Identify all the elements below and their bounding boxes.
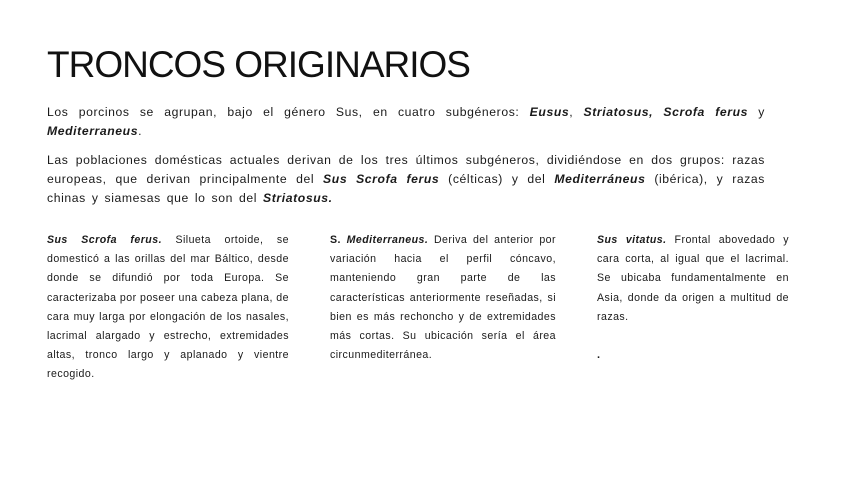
term-striatosus-2: Striatosus. xyxy=(263,191,333,205)
term-sus-scrofa-ferus: Sus Scrofa ferus xyxy=(323,172,440,186)
p1-text-2: , xyxy=(569,105,584,119)
p1-text-3 xyxy=(653,105,663,119)
column-text: Frontal abovedado y cara corta, al igual que el lacrimal. Se ubicaba fundamentalmente en Asia, donde da origen a multitud de razas. xyxy=(597,234,789,323)
p2-text-3: (ibérica), y razas chinas y siamesas que lo son del xyxy=(47,172,765,205)
term-mediterraneus: Mediterraneus xyxy=(47,124,139,138)
column-text: Deriva del anterior por variación hacia el perfil cóncavo, manteniendo gran parte de las características anteriormente reseñadas, si bien es más rechoncho y de extremidades más cortas. Su ubicación sería el área circunmediterránea. xyxy=(330,234,556,362)
trailing-dot: . xyxy=(597,349,601,361)
slide-title: TRONCOS ORIGINARIOS xyxy=(47,44,470,85)
p1-text-1: Los porcinos se agrupan, bajo el género Sus, en cuatro subgéneros: xyxy=(47,105,530,119)
column-heading-prefix: S. xyxy=(330,234,347,246)
intro-paragraph-subgenera xyxy=(47,103,765,141)
p2-text-1: Las poblaciones domésticas actuales derivan de los tres últimos subgéneros, dividiéndose en dos grupos: razas europeas, que derivan principalmente del xyxy=(47,153,765,186)
term-mediterraneus-2: Mediterráneus xyxy=(554,172,646,186)
term-eusus: Eusus xyxy=(529,105,570,119)
term-striatosus: Striatosus, xyxy=(583,105,654,119)
column-heading: Mediterraneus. xyxy=(346,234,429,246)
p1-text-4: y xyxy=(748,105,765,119)
column-sus-vitatus xyxy=(597,231,789,327)
p2-text-2: (célticas) y del xyxy=(439,172,555,186)
term-scrofa-ferus: Scrofa ferus xyxy=(663,105,748,119)
column-mediterraneus xyxy=(330,231,556,365)
column-heading: Sus Scrofa ferus. xyxy=(47,234,162,246)
intro-paragraph-domestic-populations xyxy=(47,151,765,208)
column-sus-scrofa-ferus xyxy=(47,231,289,385)
column-text: Silueta ortoide, se domesticó a las orillas del mar Báltico, desde donde se difundió por toda Europa. Se caracterizaba por poseer una cabeza plana, de cara muy larga por elongación de los nasales, lacrimal alargado y estrecho, extremidades altas, tronco largo y aplanado y vientre recogido. xyxy=(47,234,289,381)
p1-text-5: . xyxy=(138,124,143,138)
column-heading: Sus vitatus. xyxy=(597,234,667,246)
